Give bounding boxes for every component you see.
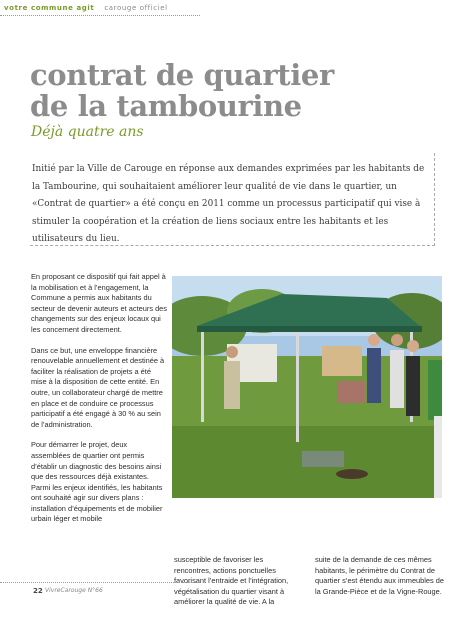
title-line-1: contrat de quartier [30, 58, 334, 92]
title-line-2: de la tambourine [30, 89, 302, 123]
body-column-1 [31, 272, 167, 535]
paragraph: Pour démarrer le projet, deux assemblées de quartier ont permis d’établir un diagnostic des besoins ainsi que des ressources déjà existantes. Parmi les enjeux identifiés, les habitants ont souhaité agir sur divers plans : installation d’équipements et de mobilier urbain léger et mobile [31, 440, 163, 524]
paragraph: susceptible de favoriser les rencontres, actions ponctuelles favorisant l’entraide et l’intégration, végétalisation du quartier visant à améliorer la qualité de vie. A la [174, 555, 289, 607]
page-footer [0, 582, 459, 600]
page-header [0, 0, 459, 16]
paragraph: En proposant ce dispositif qui fait appel à la mobilisation et à l’engagement, la Commune a permis aux habitants du secteur de devenir auteurs et acteurs des changements sur des enjeux locaux qui les concernent directement. [31, 272, 167, 334]
magazine-label: carouge officiel [104, 4, 168, 12]
section-label: votre commune agit [4, 4, 95, 12]
paragraph: suite de la demande de ces mêmes habitants, le périmètre du Contrat de quartier s’est étendu aux immeubles de la Grande-Pièce et de la Vigne-Rouge. [315, 555, 444, 596]
page-number: 22 [33, 587, 43, 595]
intro-box [30, 153, 435, 246]
header-rule [0, 15, 200, 16]
article-photo [172, 276, 442, 498]
publication-name: VivreCarouge N°66 [45, 587, 103, 594]
article-subtitle: Déjà quatre ans [31, 124, 144, 140]
intro-text: Initié par la Ville de Carouge en réponse aux demandes exprimées par les habitants de la Tambourine, qui souhaitaient améliorer leur qualité de vie dans le quartier, un «Contrat de quartier» a été conçu en 2011 comme un processus participatif qui vise à stimuler la coopération et la création de liens sociaux entre les habitants et les utilisateurs du lieu. [32, 164, 425, 245]
article-title [30, 60, 440, 122]
paragraph: Dans ce but, une enveloppe financière renouvelable annuellement et destinée à faciliter la réalisation de projets a été mise à la disposition de cette entité. En outre, un collaborateur chargé de mettre en place et de conduire ce processus participatif a été engagé à 30 % au sein de l’administration. [31, 345, 165, 429]
footer-rule [0, 582, 200, 583]
